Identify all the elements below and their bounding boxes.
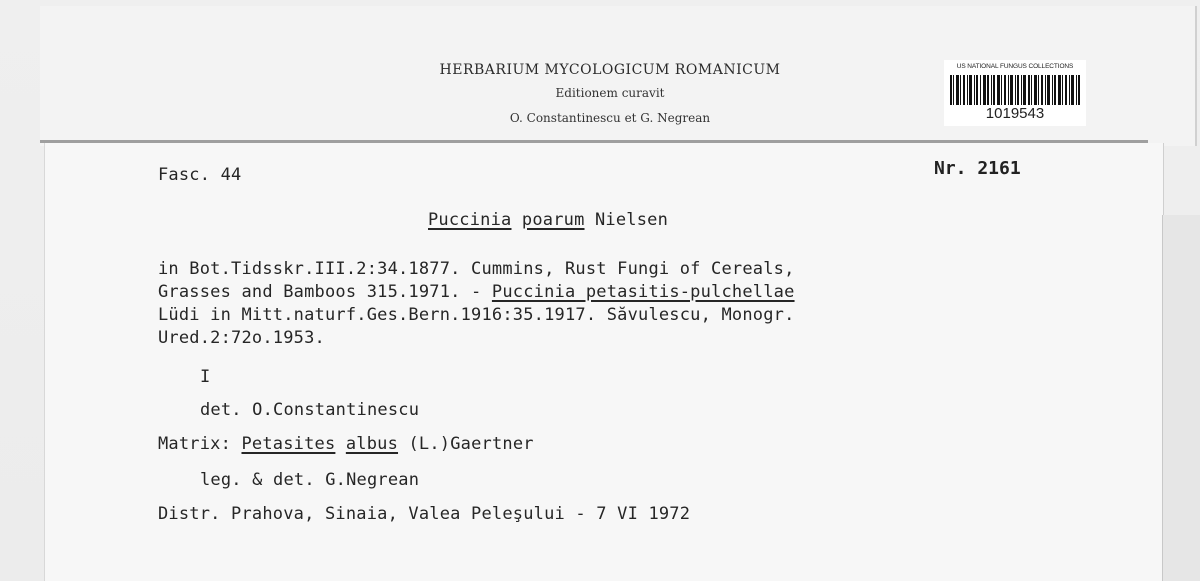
herbarium-editors: O. Constantinescu et G. Negrean	[509, 111, 711, 125]
determiner: det. O.Constantinescu	[200, 400, 420, 420]
barcode-number: 1019543	[985, 105, 1045, 122]
host-genus: Petasites	[241, 434, 336, 454]
locality-date: Distr. Prahova, Sinaia, Valea Peleşului - 7 VI 1972	[158, 504, 691, 524]
collector: leg. & det. G.Negrean	[200, 470, 420, 490]
citation-line-2-prefix: Grasses and Bamboos 315.1971. -	[158, 282, 492, 302]
herbarium-subtitle: Editionem curavit	[555, 86, 665, 100]
exsiccata-number: Nr. 2161	[934, 158, 1021, 179]
barcode-icon	[950, 75, 1080, 105]
herbarium-title: HERBARIUM MYCOLOGICUM ROMANICUM	[439, 62, 781, 78]
species-genus: Puccinia	[428, 210, 512, 230]
citation-line-1: in Bot.Tidsskr.III.2:34.1877. Cummins, Rust Fungi of Cereals,	[158, 259, 795, 279]
species-epithet: poarum	[521, 210, 585, 230]
spore-stage: I	[200, 367, 211, 387]
species-name	[428, 210, 668, 230]
matrix-host	[158, 434, 534, 454]
backing-sheet-edge	[1162, 215, 1200, 581]
fascicle-number: Fasc. 44	[158, 165, 242, 185]
synonym-species: Puccinia petasitis-pulchellae	[491, 282, 795, 302]
species-author: Nielsen	[594, 210, 669, 230]
citation-line-4: Ured.2:72o.1953.	[158, 328, 325, 348]
host-author: (L.)Gaertner	[398, 434, 534, 454]
matrix-label: Matrix:	[158, 434, 242, 454]
citation-line-3: Lüdi in Mitt.naturf.Ges.Bern.1916:35.1917. Săvulescu, Monogr.	[158, 305, 795, 325]
barcode-caption: US NATIONAL FUNGUS COLLECTIONS	[956, 63, 1074, 70]
host-species: albus	[345, 434, 399, 454]
citation-line-2	[158, 282, 795, 302]
barcode-label	[944, 60, 1086, 126]
